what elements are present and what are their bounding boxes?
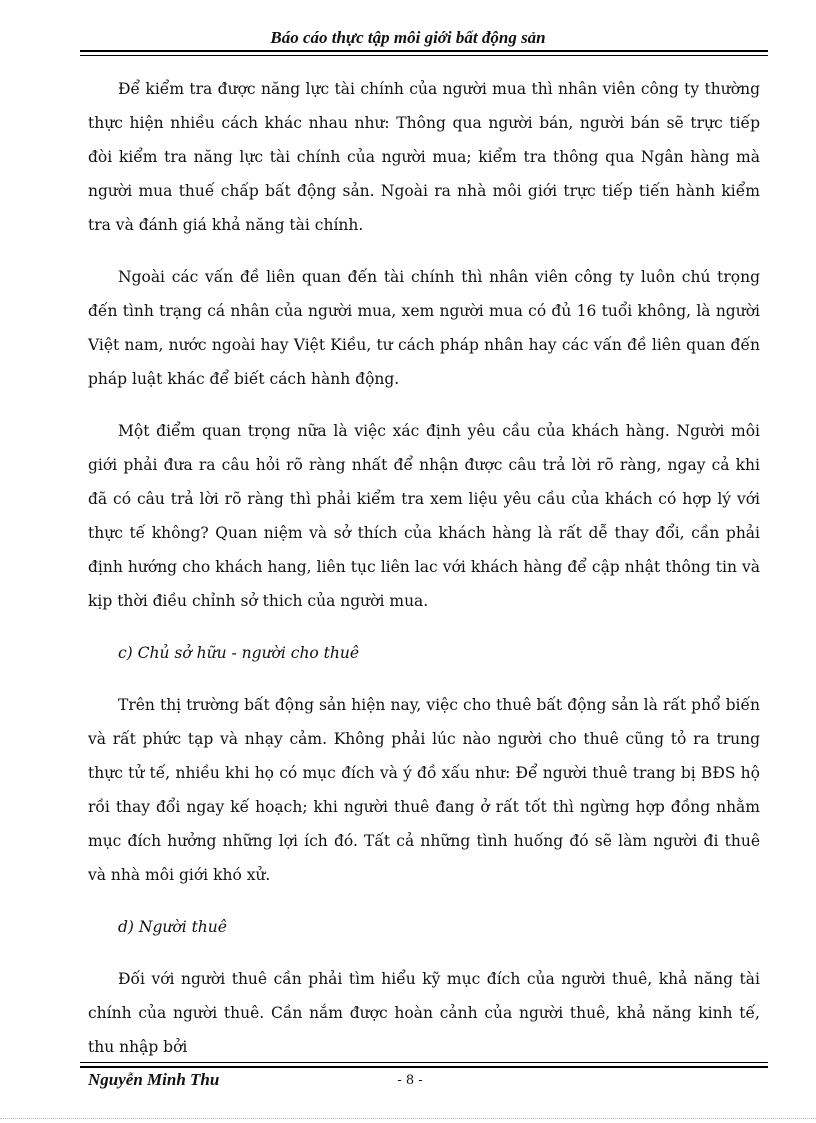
document-body xyxy=(88,72,760,1064)
footer-author: Nguyễn Minh Thu xyxy=(88,1070,220,1089)
paragraph-leasing-market: Trên thị trường bất động sản hiện nay, việc cho thuê bất động sản là rất phổ biến và rất phức tạp và nhạy cảm. Không phải lúc nào người cho thuê cũng tỏ ra trung thực tử tế, nhiều khi họ có mục đích và ý đồ xấu như: Để người thuê trang bị BĐS hộ rồi thay đổi ngay kế hoạch; khi người thuê đang ở rất tốt thì ngừng hợp đồng nhằm mục đích hưởng những lợi ích đó. Tất cả những tình huống đó sẽ làm người đi thuê và nhà môi giới khó xử. xyxy=(88,696,760,884)
header-rule xyxy=(80,50,768,52)
section-heading-owner-lessor: c) Chủ sở hữu - người cho thuê xyxy=(118,644,360,662)
footer-rule-thin xyxy=(80,1062,768,1063)
paragraph-personal-status: Ngoài các vấn đề liên quan đến tài chính thì nhân viên công ty luôn chú trọng đến tình trạng cá nhân của người mua, xem người mua có đủ 16 tuổi không, là người Việt nam, nước ngoài hay Việt Kiều, tư cách pháp nhân hay các vấn đề liên quan đến pháp luật khác để biết cách hành động. xyxy=(88,268,760,388)
header-rule-thin xyxy=(80,55,768,56)
page-header-title: Báo cáo thực tập môi giới bất động sản xyxy=(270,28,546,47)
section-heading-tenant: d) Người thuê xyxy=(118,918,227,936)
page-number: - 8 - xyxy=(397,1073,423,1088)
paragraph-financial-check: Để kiểm tra được năng lực tài chính của người mua thì nhân viên công ty thường thực hiện nhiều cách khác nhau như: Thông qua người bán, người bán sẽ trực tiếp đòi kiểm tra năng lực tài chính của người mua; kiểm tra thông qua Ngân hàng mà người mua thuế chấp bất động sản. Ngoài ra nhà môi giới trực tiếp tiến hành kiểm tra và đánh giá khả năng tài chính. xyxy=(88,80,760,234)
page-break-line xyxy=(0,1118,816,1119)
footer-rule xyxy=(80,1066,768,1068)
paragraph-customer-requirements: Một điểm quan trọng nữa là việc xác định yêu cầu của khách hàng. Người môi giới phải đưa ra câu hỏi rõ ràng nhất để nhận được câu trả lời rõ ràng, ngay cả khi đã có câu trả lời rõ ràng thì phải kiểm tra xem liệu yêu cầu của khách có hợp lý với thực tế không? Quan niệm và sở thích của khách hàng là rất dễ thay đổi, cần phải định hướng cho khách hang, liên tục liên lac với khách hàng để cập nhật thông tin và kịp thời điều chỉnh sở thich của người mua. xyxy=(88,422,760,610)
paragraph-tenant: Đối với người thuê cần phải tìm hiểu kỹ mục đích của người thuê, khả năng tài chính của người thuê. Cần nắm được hoàn cảnh của người thuê, khả năng kinh tế, thu nhập bởi xyxy=(88,970,760,1056)
